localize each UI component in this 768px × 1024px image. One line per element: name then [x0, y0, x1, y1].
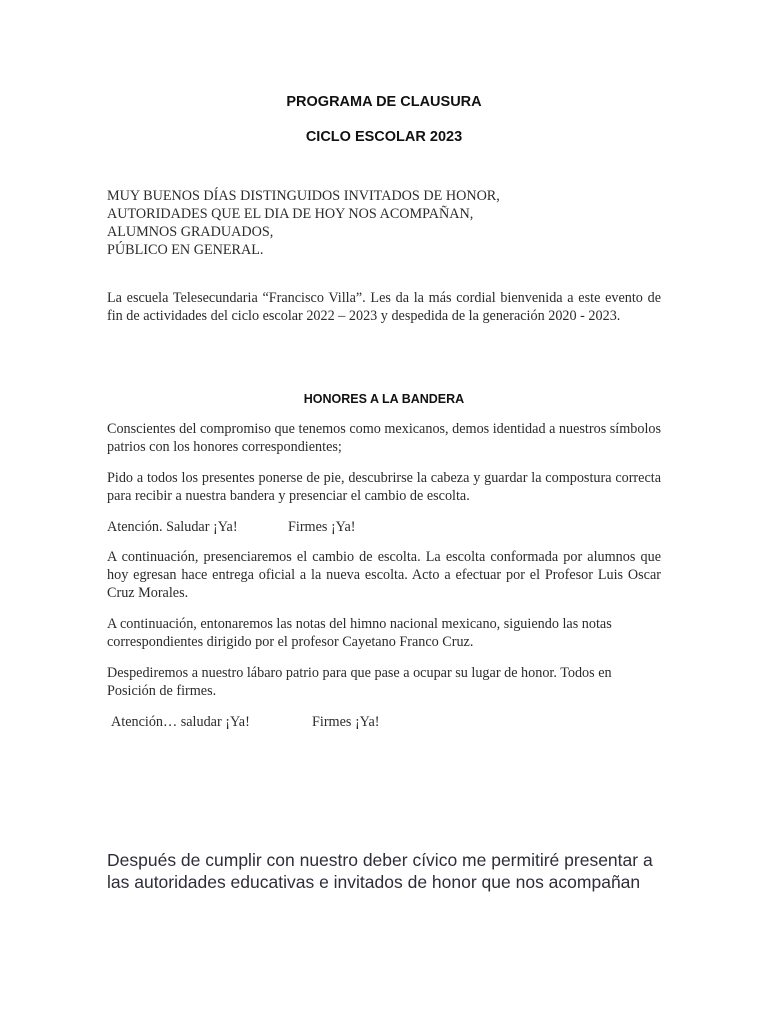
greeting-block [107, 187, 661, 259]
greeting-line: PÚBLICO EN GENERAL. [107, 242, 264, 258]
section-title-honores: HONORES A LA BANDERA [303, 392, 465, 406]
honores-paragraph-4: A continuación, entonaremos las notas del himno nacional mexicano, siguiendo las notas correspondientes dirigido por el profesor Cayetano Franco Cruz. [107, 616, 612, 650]
command-salute-1: Atención. Saludar ¡Ya! [107, 519, 238, 535]
greeting-line: ALUMNOS GRADUADOS, [107, 224, 274, 240]
command-salute-2: Atención… saludar ¡Ya! [111, 714, 250, 730]
honores-paragraph-2: Pido a todos los presentes ponerse de pie, descubrirse la cabeza y guardar la compostura correcta para recibir a nuestra bandera y presenciar el cambio de escolta. [107, 470, 661, 504]
command-firmes-2: Firmes ¡Ya! [312, 714, 380, 730]
honores-paragraph-1: Conscientes del compromiso que tenemos como mexicanos, demos identidad a nuestros símbolos patrios con los honores correspondientes; [107, 421, 662, 455]
welcome-paragraph: La escuela Telesecundaria “Francisco Villa”. Les da la más cordial bienvenida a este evento de fin de actividades del ciclo escolar 2022 – 2023 y despedida de la generación 2020 - 2023. [107, 290, 661, 324]
greeting-line: AUTORIDADES QUE EL DIA DE HOY NOS ACOMPAÑAN, [107, 206, 474, 222]
document-title: PROGRAMA DE CLAUSURA [286, 94, 482, 110]
greeting-line: MUY BUENOS DÍAS DISTINGUIDOS INVITADOS DE HONOR, [107, 188, 500, 204]
command-firmes-1: Firmes ¡Ya! [288, 519, 356, 535]
honores-paragraph-5: Despediremos a nuestro lábaro patrio para que pase a ocupar su lugar de honor. Todos en Posición de firmes. [107, 665, 612, 699]
closing-paragraph: Después de cumplir con nuestro deber cívico me permitiré presentar a las autoridades educativas e invitados de honor que nos acompañan [107, 850, 653, 892]
document-subtitle: CICLO ESCOLAR 2023 [305, 129, 463, 145]
honores-paragraph-3: A continuación, presenciaremos el cambio de escolta. La escolta conformada por alumnos que hoy egresan hace entrega oficial a la nueva escolta. Acto a efectuar por el Profesor Luis Oscar Cruz Morales. [107, 549, 661, 601]
